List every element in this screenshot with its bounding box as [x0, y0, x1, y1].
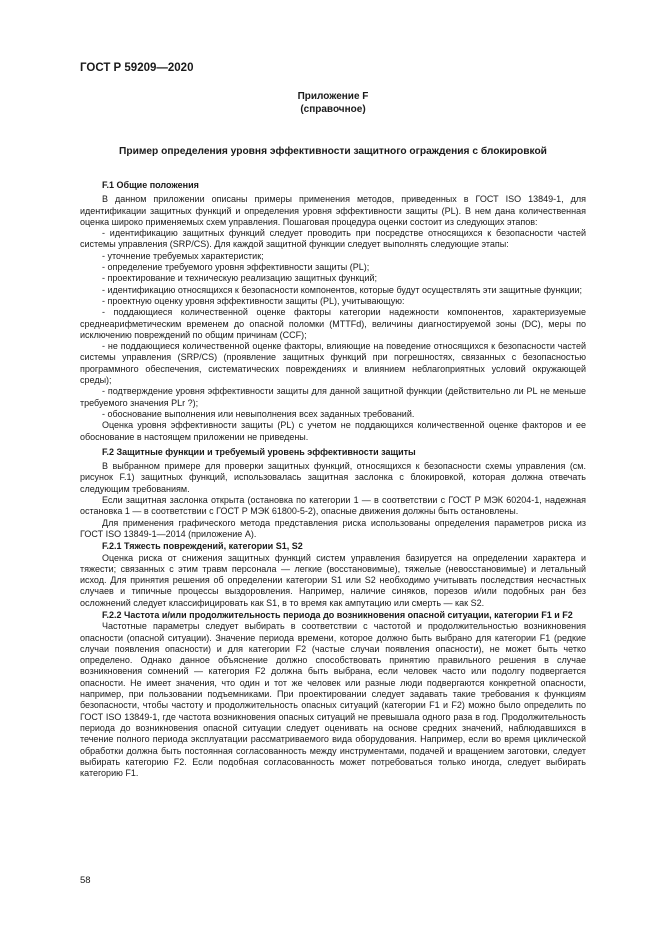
paragraph: Для применения графического метода представления риска использованы определения параметров риска из ГОСТ ISO 13849-1—2014 (приложение А).: [80, 517, 586, 539]
paragraph: - не поддающиеся количественной оценке факторы, влияющие на поведение относящихся к безопасности частей системы управления (SRP/CS) (проявление защитных функций при погрешностях, связанных с безопасностью программного обеспечения, систематических повреждениях и влиянием неблагоприятных условий окружающей среды);: [80, 341, 586, 386]
paragraph: - подтверждение уровня эффективности защиты для данной защитной функции (действительно ли PL не меньше требуемого значения PLr ?);: [80, 386, 586, 408]
paragraph: - идентификацию относящихся к безопасности компонентов, которые будут осуществлять эти защитные функции;: [102, 284, 583, 295]
paragraph: Частотные параметры следует выбирать в соответствии с частотой и продолжительностью возникновения опасности (опасной ситуации). Значение периода времени, которое должно быть выбрано для категории F1 (редкие случаи появления опасности) и для категории F2 (частые случаи появления опасности), не может быть четко определено. Однако данное объяснение должно способствовать принятию правильного решения в случае возникновения сомнений — категория F2 должна быть выбрана, если человек часто или подолгу подвергается опасности. Не имеет значения, что один и тот же человек или разные люди подвергаются конкретной опасности, например, при пользовании подъемниками. При проектировании следует задавать такие требования к функциям безопасности, чтобы частоту и продолжительность опасных ситуаций (категории F1 и F2) можно было определить по ГОСТ ISO 13849-1, где частота возникновения опасных ситуаций не превышала одного раза в год. Продолжительность периода до возникновения опасной ситуации следует оценивать на основе средних значений, наблюдавшихся в течение полного периода эксплуатации рассматриваемого вида оборудования. Например, если во время циклической обработки должна быть постоянная согласованность между инструментами, подачей и вращением заготовки, следует выбирать категорию F2. Если подобная согласованность может потребоваться только иногда, следует выбирать категорию F1.: [80, 621, 586, 779]
paragraph: Если защитная заслонка открыта (остановка по категории 1 — в соответствии с ГОСТ Р МЭК 60204-1, надежная остановка 1 — в соответствии с ГОСТ Р МЭК 61800-5-2), опасные движения должны быть остановлены.: [80, 495, 586, 517]
paragraph: В данном приложении описаны примеры применения методов, приведенных в ГОСТ ISO 13849-1, для идентификации защитных функций и определения уровня эффективности защиты (PL). В нем дана количественная оценка широко применяемых схем управления. Пошаговая процедура оценки состоит из следующих этапов:: [80, 194, 586, 227]
paragraph: - обоснование выполнения или невыполнения всех заданных требований.: [102, 408, 415, 419]
paragraph: - поддающиеся количественной оценке факторы категории надежности компонентов, характеризуемые среднеарифметическим временем до опасной поломки (MTTFd), величины диагностируемой зоны (DC), меры по исключению повреждений по общим причинам (CCF);: [80, 307, 586, 340]
paragraph: - идентификацию защитных функций следует проводить при посредстве относящихся к безопасности частей системы управления (SRP/CS). Для каждой защитной функции следует выполнять следующие этапы:: [80, 228, 586, 250]
section-title: Пример определения уровня эффективности защитного ограждения с блокировкой: [119, 146, 547, 157]
paragraph: - определение требуемого уровня эффективности защиты (PL);: [102, 262, 370, 273]
subsection-heading: F.2.2 Частота и/или продолжительность периода до возникновения опасной ситуации, категории F1 и F2: [102, 609, 573, 620]
document-body: [80, 176, 586, 779]
paragraph: - проектирование и техническую реализацию защитных функций;: [102, 273, 378, 284]
annex-title: Приложение F: [297, 91, 369, 102]
paragraph: - проектную оценку уровня эффективности защиты (PL), учитывающую:: [102, 295, 405, 306]
paragraph: В выбранном примере для проверки защитных функций, относящихся к безопасности схемы управления (см. рисунок F.1) защитных функций, использовалась защитная заслонка с блокировкой, которая должна отвечать следующим требованиям.: [80, 461, 586, 494]
paragraph: Оценка уровня эффективности защиты (PL) с учетом не поддающихся количественной оценке факторов и ее обоснование в настоящем приложении не приведены.: [80, 420, 586, 442]
annex-subtitle: (справочное): [300, 104, 366, 115]
annex-heading: [80, 90, 586, 116]
paragraph: Оценка риска от снижения защитных функций систем управления базируется на определении характера и тяжести; связанных с этим травм персонала — легкие (восстановимые), тяжелые (невосстановимые) и летальный исход. Для принятия решения об определении категории S1 или S2 необходимо учитывать последствия несчастных случаев и типичные процессы выздоровления. Например, наличие синяков, порезов и/или подобных ран без осложнений следует классифицировать как S1, в то время как ампутацию или смерть — как S2.: [80, 552, 586, 608]
page-number: 58: [80, 875, 91, 886]
document-code: ГОСТ Р 59209—2020: [80, 62, 194, 74]
section-heading: F.1 Общие положения: [102, 180, 199, 190]
subsection-heading: F.2.1 Тяжесть повреждений, категории S1, S2: [102, 541, 303, 552]
section-heading: F.2 Защитные функции и требуемый уровень эффективности защиты: [102, 446, 416, 457]
paragraph: - уточнение требуемых характеристик;: [102, 250, 264, 261]
